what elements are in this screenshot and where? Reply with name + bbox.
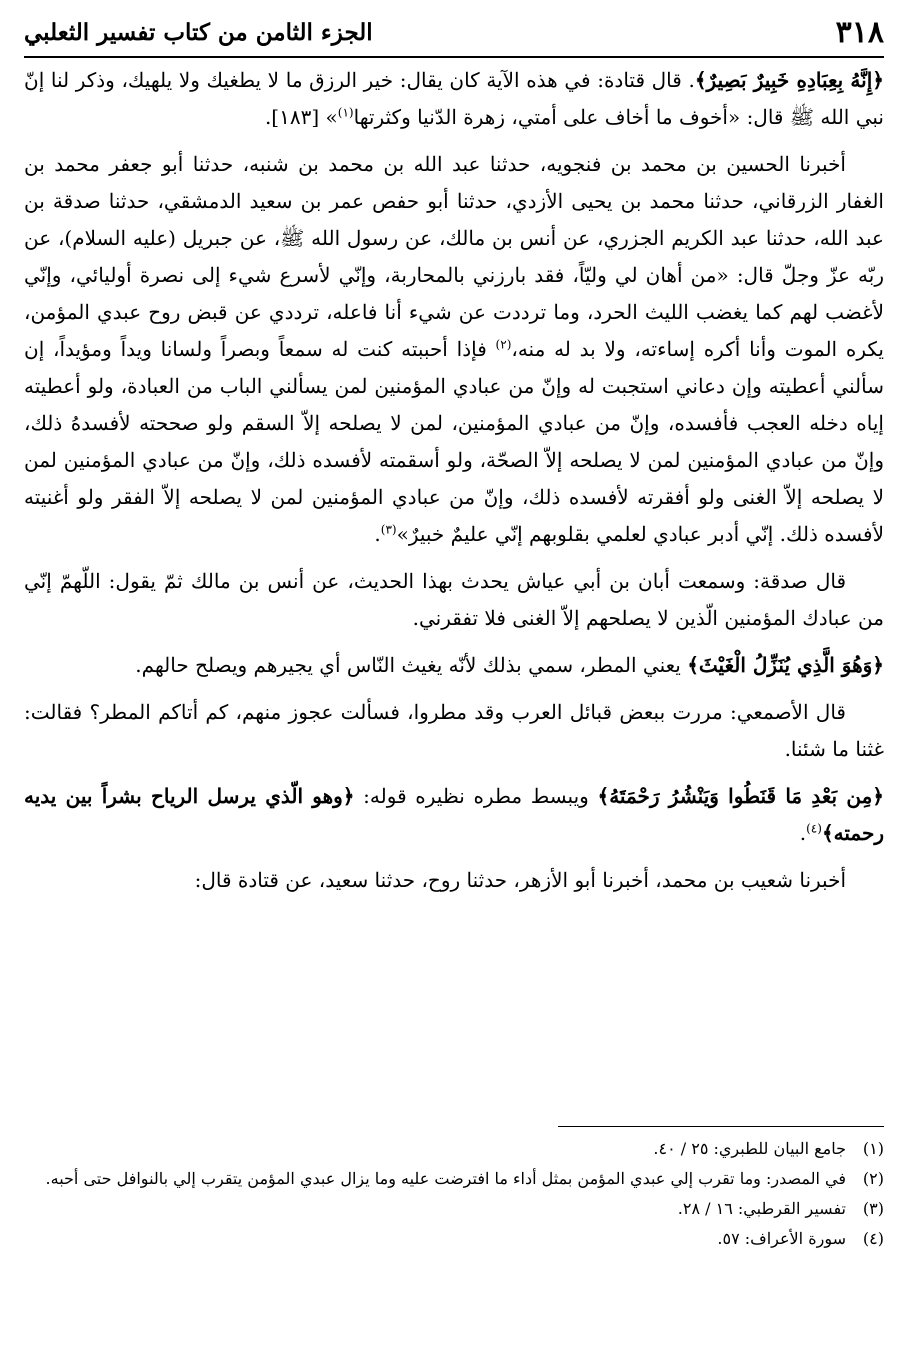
footnote-text: جامع البيان للطبري: ٢٥ / ٤٠.	[653, 1139, 846, 1158]
footnote	[24, 1134, 884, 1164]
footnote-text: سورة الأعراف: ٥٧.	[717, 1229, 846, 1248]
quran-verse: ﴿إِنَّهُ بِعِبَادِهِ خَبِيرٌ بَصِيرٌ﴾	[694, 68, 884, 92]
page-number: ٣١٨	[835, 14, 884, 50]
page-header	[24, 10, 884, 54]
footnote	[24, 1164, 884, 1194]
paragraph-text: أخبرنا شعيب بن محمد، أخبرنا أبو الأزهر، حدثنا روح، حدثنا سعيد، عن قتادة قال:	[194, 868, 846, 892]
footnote-ref: (٤)	[806, 821, 822, 836]
footnote-text: تفسير القرطبي: ١٦ / ٢٨.	[677, 1199, 846, 1218]
footnote	[24, 1224, 884, 1254]
paragraph-4	[24, 647, 884, 684]
footnote-number: (٤)	[862, 1229, 884, 1248]
quran-verse: ﴿مِن بَعْدِ مَا قَنَطُوا وَيَنْشُرُ رَحْمَتَهُ﴾	[597, 784, 885, 808]
footnote-number: (١)	[862, 1139, 884, 1158]
paragraph-text: ويبسط مطره نظيره قوله:	[354, 784, 598, 808]
paragraph-5	[24, 694, 884, 768]
paragraph-text: قال الأصمعي: مررت ببعض قبائل العرب وقد مطروا، فسألت عجوز منهم، كم أتاكم المطر؟ فقالت: غثنا ما شئنا.	[24, 700, 884, 761]
running-title: الجزء الثامن من كتاب تفسير الثعلبي	[24, 18, 373, 46]
footnote-number: (٢)	[862, 1169, 884, 1188]
quran-verse: ﴿وَهُوَ الَّذِي يُنَزِّلُ الْغَيْثَ﴾	[687, 653, 884, 677]
paragraph-text: » [١٨٣].	[264, 105, 338, 129]
footnote-ref: (١)	[337, 105, 354, 120]
paragraph-1	[24, 62, 884, 136]
footnote-rule	[558, 1126, 884, 1127]
footnote-ref: (٣)	[380, 522, 397, 537]
footnotes	[24, 1134, 884, 1254]
paragraph-7	[24, 862, 884, 899]
paragraph-text: يعني المطر، سمي بذلك لأنّه يغيث النّاس أي يجيرهم ويصلح حالهم.	[135, 653, 688, 677]
header-rule	[24, 56, 884, 58]
quran-verse: ﴿وهو الّذي يرسل الرياح بشراً بين يديه رحمته﴾	[24, 784, 884, 845]
footnote	[24, 1194, 884, 1224]
paragraph-text: . قال قتادة: في هذه الآية كان يقال: خير الرزق ما لا يطغيك ولا يلهيك، وذكر لنا إنّ نبي الله ﷺ قال: «أخوف ما أخاف على أمتي، زهرة الدّنيا وكثرتها	[24, 68, 884, 129]
paragraph-text: .	[374, 522, 381, 546]
paragraph-text: أخبرنا الحسين بن محمد بن فنجويه، حدثنا عبد الله بن محمد بن شنبه، حدثنا أبو جعفر محمد بن الغفار الزرقاني، حدثنا محمد بن يحيى الأزدي، حدثنا أبو حفص عمر بن سعيد الدمشقي، حدثنا صدقة بن عبد الله، حدثنا عبد الكريم الجزري، عن أنس بن مالك، عن رسول الله ﷺ، عن جبريل (عليه السلام)، عن ربّه عزّ وجلّ قال: «من أهان لي وليّاً، فقد بارزني بالمحاربة، وإنّي لأسرع شيء إلى نصرة أوليائي، وإنّي لأغضب لهم كما يغضب الليث الحرد، وما ترددت عن شيء أنا فاعله، ترددي عن قبض روح عبدي المؤمن، يكره الموت وأنا أكره إساءته، ولا بد له منه،	[24, 152, 885, 361]
paragraph-3	[24, 563, 884, 637]
paragraph-2	[24, 146, 884, 553]
footnote-ref: (٢)	[495, 337, 512, 352]
footnote-text: في المصدر: وما تقرب إلي عبدي المؤمن بمثل أداء ما افترضت عليه وما يزال عبدي المؤمن يتقرب إلي بالنوافل حتى أحبه.	[45, 1169, 846, 1188]
paragraph-text: قال صدقة: وسمعت أبان بن أبي عياش يحدث بهذا الحديث، عن أنس بن مالك ثمّ يقول: اللّهمّ إنّي من عبادك المؤمنين الّذين لا يصلحهم إلاّ الغنى فلا تفقرني.	[24, 569, 884, 630]
footnote-number: (٣)	[862, 1199, 884, 1218]
paragraph-text: فإذا أحببته كنت له سمعاً وبصراً ولسانا ويداً ومؤيداً، إن سألني أعطيته وإن دعاني استجبت له وإنّ من عبادي المؤمنين لمن يسألني الباب من العبادة، ولو أعطيته إياه دخله العجب فأفسده، وإنّ من عبادي المؤمنين، لمن لا يصلحه إلاّ السقم ولو صححته لأفسدهُ ذلك، وإنّ من عبادي المؤمنين لمن لا يصلحه إلاّ الصحّة، ولو أسقمته لأفسده ذلك، وإنّ من عبادي المؤمنين لمن لا يصلحه إلاّ الغنى ولو أفقرته لأفسده ذلك، وإنّ من عبادي المؤمنين لمن لا يصلحه إلاّ الفقر ولو أغنيته لأفسده ذلك. إنّي أدبر عبادي لعلمي بقلوبهم إنّي عليمٌ خبيرٌ»	[24, 337, 884, 546]
main-text	[24, 62, 884, 909]
paragraph-6	[24, 778, 884, 852]
paragraph-text: .	[799, 821, 807, 845]
